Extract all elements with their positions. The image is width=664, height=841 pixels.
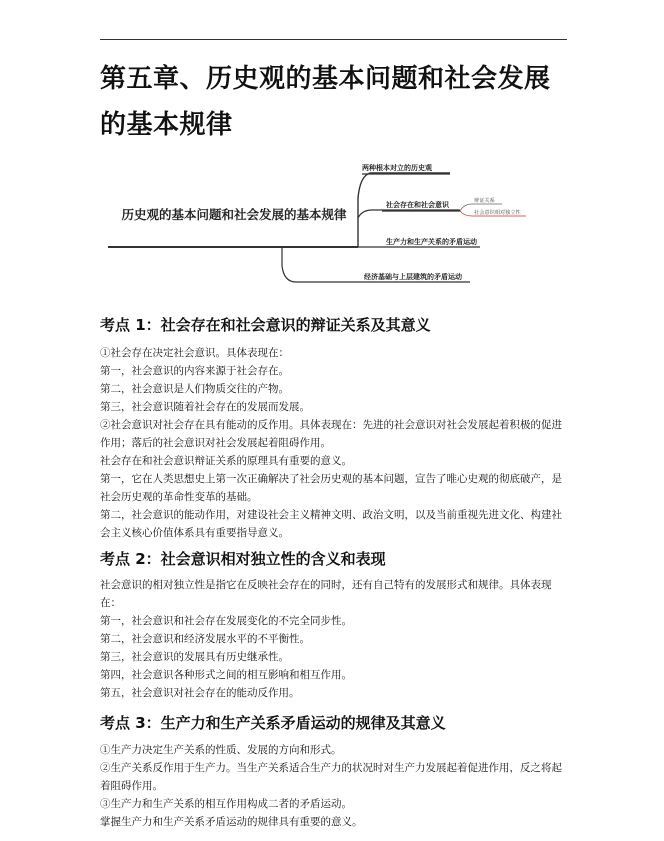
mind-map-branch-1: 两种根本对立的历史观 bbox=[362, 164, 432, 172]
mind-map-branch-4: 经济基础与上层建筑的矛盾运动 bbox=[364, 273, 462, 281]
section-2-line: 第三，社会意识的发展具有历史继承性。 bbox=[100, 651, 289, 663]
section-1-line: 第二，社会意识的能动作用，对建设社会主义精神文明、政治文明，以及当前重视先进文化、构建社会主义核心价值体系具有重要指导意义。 bbox=[100, 509, 562, 539]
section-2-line: 第四，社会意识各种形式之间的相互影响和相互作用。 bbox=[100, 669, 352, 681]
section-1-line: 第一，它在人类思想史上第一次正确解决了社会历史观的基本问题，宣告了唯心史观的彻底破产，是社会历史观的革命性变革的基础。 bbox=[100, 473, 562, 503]
section-2-heading: 考点 2：社会意识相对独立性的含义和表现 bbox=[100, 550, 386, 568]
section-1-heading: 考点 1：社会存在和社会意识的辩证关系及其意义 bbox=[100, 316, 431, 334]
section-3-body bbox=[100, 741, 568, 831]
mind-map-leaf-1: 辩证关系 bbox=[474, 198, 495, 204]
section-3-line: 掌握生产力和生产关系矛盾运动的规律具有重要的意义。 bbox=[100, 816, 363, 828]
section-3-line: ③生产力和生产关系的相互作用构成二者的矛盾运动。 bbox=[100, 798, 352, 810]
section-1-line: 第三，社会意识随着社会存在的发展而发展。 bbox=[100, 401, 310, 413]
mind-map-branch-3: 生产力和生产关系的矛盾运动 bbox=[386, 238, 477, 246]
chapter-title: 第五章、历史观的基本问题和社会发展的基本规律 bbox=[100, 64, 551, 140]
section-1-body bbox=[100, 344, 568, 542]
section-1-line: 第一，社会意识的内容来源于社会存在。 bbox=[100, 365, 289, 377]
mind-map-leaf-2: 社会意识相对独立性 bbox=[474, 210, 521, 216]
section-3-heading: 考点 3：生产力和生产关系矛盾运动的规律及其意义 bbox=[100, 714, 446, 732]
section-3-line: ①生产力决定生产关系的性质、发展的方向和形式。 bbox=[100, 744, 342, 756]
section-1-line: ①社会存在决定社会意识。具体表现在： bbox=[100, 347, 289, 359]
section-1-line: 第二，社会意识是人们物质交往的产物。 bbox=[100, 383, 289, 395]
section-2-line: 第一，社会意识和社会存在发展变化的不完全同步性。 bbox=[100, 615, 352, 627]
section-2-line: 第五，社会意识对社会存在的能动反作用。 bbox=[100, 687, 300, 699]
section-2-body bbox=[100, 576, 568, 702]
mind-map-connectors bbox=[100, 158, 570, 290]
section-2-line: 第二，社会意识和经济发展水平的不平衡性。 bbox=[100, 633, 310, 645]
mind-map-branch-2: 社会存在和社会意识 bbox=[386, 201, 449, 209]
section-1-line: 社会存在和社会意识辩证关系的原理具有重要的意义。 bbox=[100, 455, 352, 467]
top-rule bbox=[100, 39, 567, 40]
mind-map bbox=[100, 158, 570, 290]
section-3-line: ②生产关系反作用于生产力。当生产关系适合生产力的状况时对生产力发展起着促进作用，反之将起着阻碍作用。 bbox=[100, 762, 562, 792]
section-2-line: 社会意识的相对独立性是指它在反映社会存在的同时，还有自己特有的发展形式和规律。具体表现在： bbox=[100, 579, 552, 609]
section-1-line: ②社会意识对社会存在具有能动的反作用。具体表现在：先进的社会意识对社会发展起着积极的促进作用；落后的社会意识对社会发展起着阻碍作用。 bbox=[100, 419, 562, 449]
mind-map-root: 历史观的基本问题和社会发展的基本规律 bbox=[121, 207, 347, 222]
